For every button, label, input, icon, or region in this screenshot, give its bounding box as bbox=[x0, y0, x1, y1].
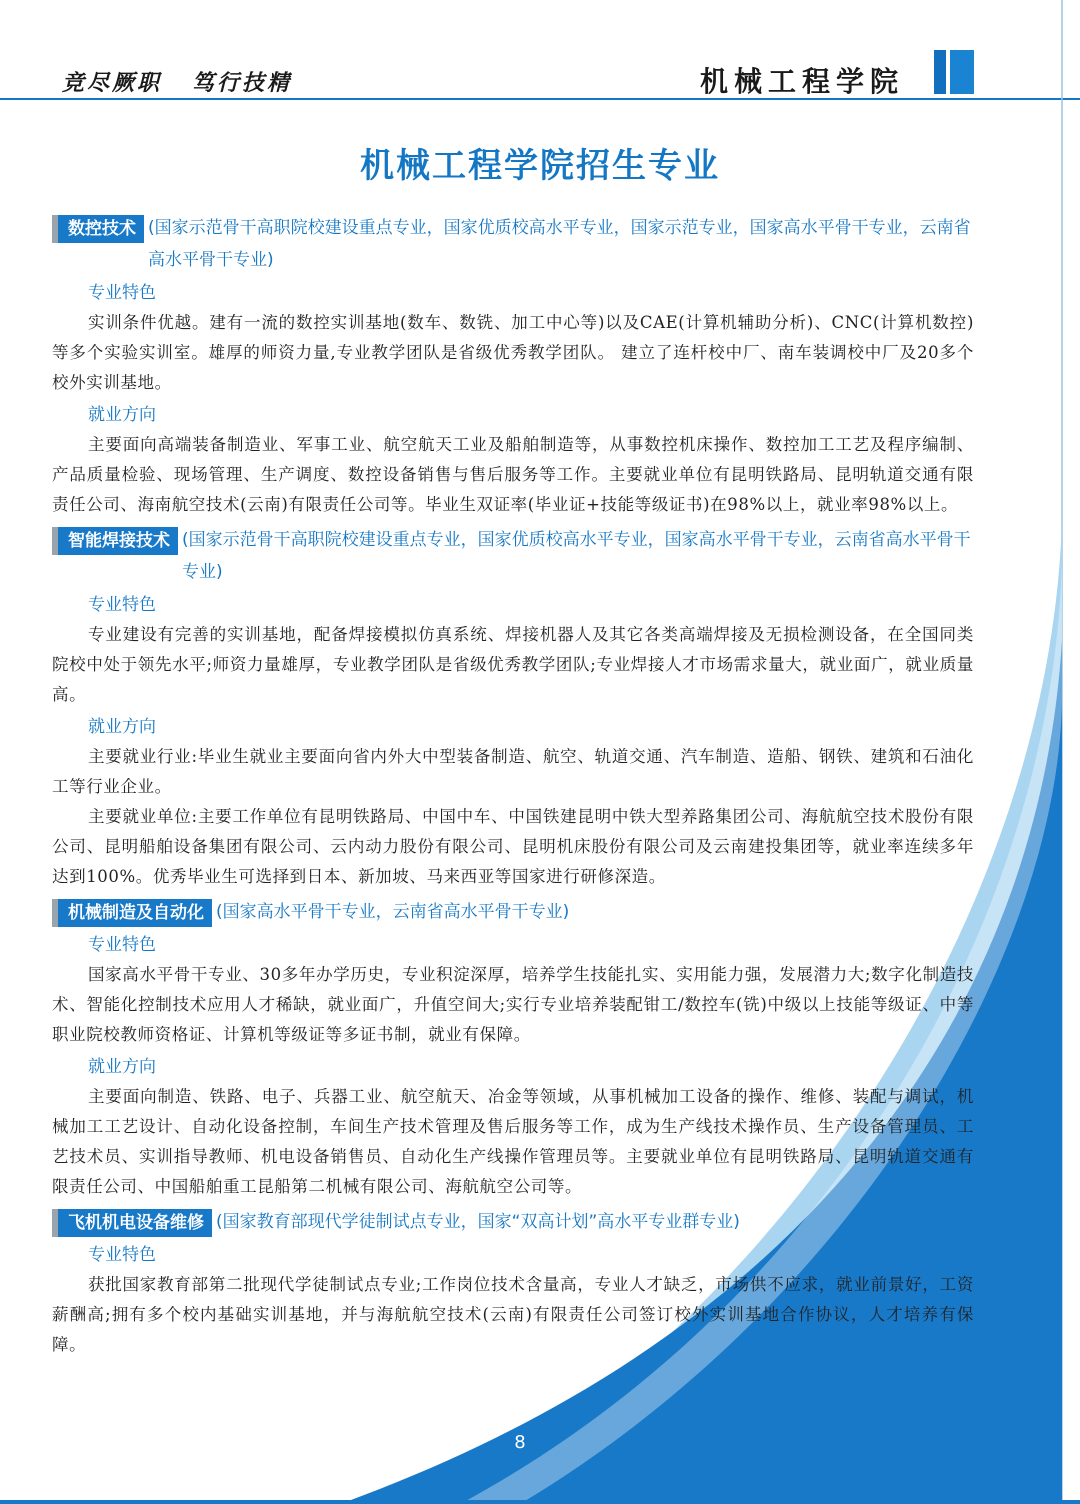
major-heading bbox=[52, 1206, 974, 1238]
major-section bbox=[52, 1206, 974, 1360]
career-text: 主要就业行业:毕业生就业主要面向省内外大中型装备制造、航空、轨道交通、汽车制造、造船、钢铁、建筑和石油化工等行业企业。 bbox=[52, 747, 974, 796]
motto-part-2: 笃行技精 bbox=[192, 70, 293, 96]
feature-label: 专业特色 bbox=[88, 595, 156, 615]
major-honors: (国家高水平骨干专业，云南省高水平骨干专业) bbox=[216, 902, 570, 922]
major-heading bbox=[52, 212, 974, 276]
feature-text: 实训条件优越。建有一流的数控实训基地(数车、数铣、加工中心等)以及CAE(计算机辅助分析)、CNC(计算机数控)等多个实验实训室。雄厚的师资力量,专业教学团队是省级优秀教学团队。 建立了连杆校中厂、南车装调校中厂及20多个校外实训基地。 bbox=[52, 313, 974, 392]
major-honors: (国家示范骨干高职院校建设重点专业，国家优质校高水平专业，国家高水平骨干专业，云南省高水平骨干专业) bbox=[182, 530, 971, 582]
career-label: 就业方向 bbox=[88, 717, 156, 737]
feature-text: 国家高水平骨干专业、30多年办学历史，专业积淀深厚，培养学生技能扎实、实用能力强，发展潜力大;数字化制造技术、智能化控制技术应用人才稀缺，就业面广，升值空间大;实行专业培养装配钳工/数控车(铣)中级以上技能等级证、中等职业院校教师资格证、计算机等级证等多证书制，就业有保障。 bbox=[52, 965, 974, 1044]
major-name-badge: 飞机机电设备维修 bbox=[52, 1209, 212, 1237]
feature-text: 获批国家教育部第二批现代学徒制试点专业;工作岗位技术含量高，专业人才缺乏，市场供不应求，就业前景好，工资薪酬高;拥有多个校内基础实训基地，并与海航航空技术(云南)有限责任公司签订校外实训基地合作协议，人才培养有保障。 bbox=[52, 1275, 974, 1354]
header-bar-dark bbox=[934, 50, 946, 94]
header-underline bbox=[0, 98, 1080, 100]
majors-content bbox=[52, 208, 974, 1360]
career-text: 主要面向制造、铁路、电子、兵器工业、航空航天、冶金等领域，从事机械加工设备的操作、维修、装配与调试，机械加工工艺设计、自动化设备控制，车间生产技术管理及售后服务等工作，成为生产线技术操作员、生产设备管理员、工艺技术员、实训指导教师、机电设备销售员、自动化生产线操作管理员等。主要就业单位有昆明铁路局、昆明轨道交通有限责任公司、中国船舶重工昆船第二机械有限公司、海航航空公司等。 bbox=[52, 1087, 974, 1196]
career-label: 就业方向 bbox=[88, 1057, 156, 1077]
feature-label: 专业特色 bbox=[88, 1245, 156, 1265]
major-name-badge: 数控技术 bbox=[52, 215, 144, 243]
major-name-badge: 机械制造及自动化 bbox=[52, 899, 212, 927]
major-name-badge: 智能焊接技术 bbox=[52, 527, 178, 555]
header-bar-light bbox=[950, 50, 974, 94]
major-section bbox=[52, 212, 974, 520]
bottom-edge bbox=[0, 1500, 1080, 1504]
career-text: 主要面向高端装备制造业、军事工业、航空航天工业及船舶制造等，从事数控机床操作、数控加工工艺及程序编制、产品质量检验、现场管理、生产调度、数控设备销售与售后服务等工作。主要就业单位有昆明铁路局、昆明轨道交通有限责任公司、海南航空技术(云南)有限责任公司等。毕业生双证率(毕业证+技能等级证书)在98%以上，就业率98%以上。 bbox=[52, 435, 974, 514]
header-college-name: 机械工程学院 bbox=[700, 65, 905, 98]
major-section bbox=[52, 524, 974, 892]
page-number: 8 bbox=[514, 1432, 526, 1453]
header-motto bbox=[62, 66, 322, 97]
feature-label: 专业特色 bbox=[88, 935, 156, 955]
major-section bbox=[52, 896, 974, 1202]
feature-label: 专业特色 bbox=[88, 283, 156, 303]
major-heading bbox=[52, 896, 974, 928]
major-honors: (国家教育部现代学徒制试点专业，国家“双高计划”高水平专业群专业) bbox=[216, 1212, 740, 1232]
major-heading bbox=[52, 524, 974, 588]
page-title: 机械工程学院招生专业 bbox=[360, 146, 720, 186]
feature-text: 专业建设有完善的实训基地，配备焊接模拟仿真系统、焊接机器人及其它各类高端焊接及无损检测设备，在全国同类院校中处于领先水平;师资力量雄厚，专业教学团队是省级优秀教学团队;专业焊接人才市场需求量大，就业面广，就业质量高。 bbox=[52, 625, 974, 704]
career-label: 就业方向 bbox=[88, 405, 156, 425]
motto-part-1: 竞尽厥职 bbox=[62, 70, 163, 96]
career-text-units: 主要就业单位:主要工作单位有昆明铁路局、中国中车、中国铁建昆明中铁大型养路集团公司、海航航空技术股份有限公司、昆明船舶设备集团有限公司、云内动力股份有限公司、昆明机床股份有限公司及云南建投集团等，就业率连续多年达到100%。优秀毕业生可选择到日本、新加坡、马来西亚等国家进行研修深造。 bbox=[52, 807, 974, 886]
major-honors: (国家示范骨干高职院校建设重点专业，国家优质校高水平专业，国家示范专业，国家高水平骨干专业，云南省高水平骨干专业) bbox=[148, 218, 971, 270]
